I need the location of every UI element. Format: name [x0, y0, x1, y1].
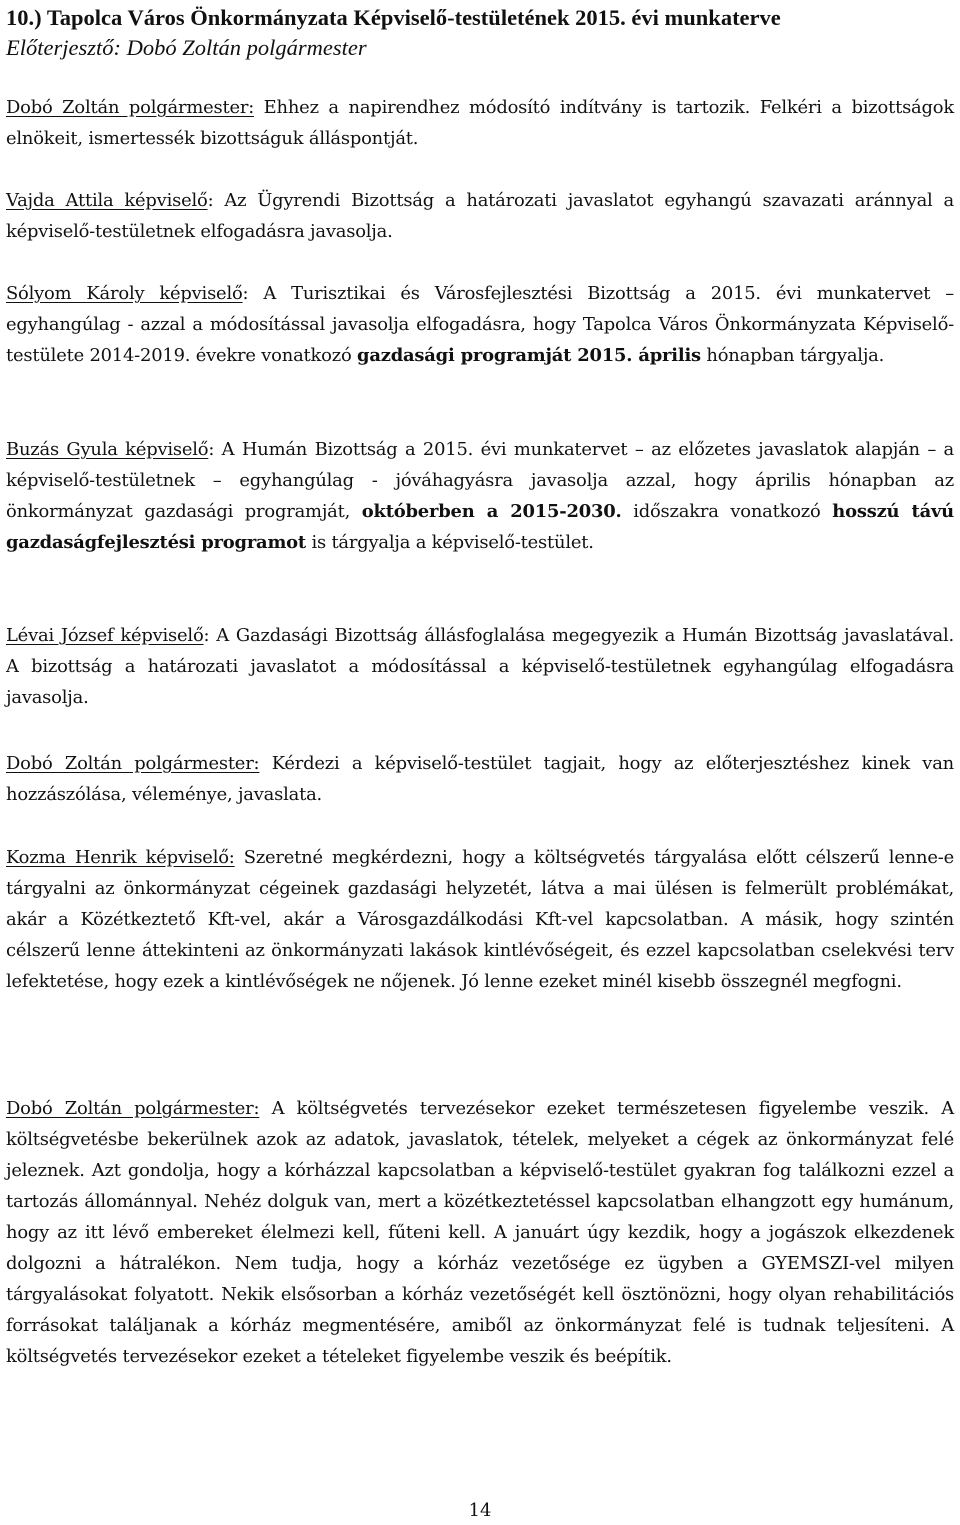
- paragraph-text: : A Turisztikai és Városfejlesztési Bizottság a 2015. évi munkatervet – egyhangúlag - azzal a módosítással javasolja elfogadásra, hogy Tapolca Város Önkormányzata Képviselő-testülete 2014-2019. évekre vonatkozó: [6, 283, 954, 366]
- paragraph-bold-text: gazdasági programját 2015. április: [357, 345, 701, 366]
- paragraph-bold-text: októberben a 2015-2030.: [361, 501, 622, 522]
- paragraph-text: A költségvetés tervezésekor ezeket természetesen figyelembe veszik. A költségvetésbe bekerülnek azok az adatok, javaslatok, tételek, melyeket a cégek az önkormányzat felé jeleznek. Azt gondolja, hogy a kórházzal kapcsolatban a képviselő-testület gyakran fog találkozni ezzel a tartozás állománnyal. Nehéz dolguk van, mert a közétkeztetéssel kapcsolatban elhangzott egy humánum, hogy az itt lévő embereket élelmezi kell, fűteni kell. A januárt úgy kezdik, hogy a jogászok elkezdenek dolgozni a hátralékon. Nem tudja, hogy a kórház vezetősége ez ügyben a GYEMSZI-vel milyen tárgyalásokat folyatott. Nekik elsősorban a kórház vezetőségét kell ösztönözni, hogy olyan rehabilitációs forrásokat találjanak a kórház megmentésére, amiből az önkormányzat felé is tudnak teljesíteni. A költségvetés tervezésekor ezeket a tételeket figyelembe veszik és beépítik.: [6, 1098, 954, 1367]
- speaker-label: Kozma Henrik képviselő:: [6, 847, 235, 868]
- paragraph-levai: [6, 620, 954, 713]
- paragraph-solyom: [6, 278, 954, 371]
- paragraph-text: Szeretné megkérdezni, hogy a költségvetés tárgyalása előtt célszerű lenne-e tárgyalni az önkormányzat cégeinek gazdasági helyzetét, látva a mai ülésen is felmerült problémákat, akár a Közétkeztető Kft-vel, akár a Városgazdálkodási Kft-vel kapcsolatban. A másik, hogy szintén célszerű lenne áttekinteni az önkormányzati lakások kintlévőségeit, és ezzel kapcsolatban cselekvési terv lefektetése, hogy ezek a kintlévőségek ne nőjenek. Jó lenne ezeket minél kisebb összegnél megfogni.: [6, 847, 954, 992]
- paragraph-text: Kérdezi a képviselő-testület tagjait, hogy az előterjesztéshez kinek van hozzászólása, véleménye, javaslata.: [6, 753, 954, 805]
- paragraph-text: hónapban tárgyalja.: [700, 345, 885, 366]
- speaker-label: Buzás Gyula képviselő: [6, 439, 209, 460]
- paragraph-text: is tárgyalja a képviselő-testület.: [305, 532, 594, 553]
- paragraph-kozma: [6, 842, 954, 997]
- paragraph-dobo-2: [6, 748, 954, 810]
- paragraph-vajda: [6, 185, 954, 247]
- speaker-label: Lévai József képviselő: [6, 625, 204, 646]
- speaker-label: Sólyom Károly képviselő: [6, 283, 243, 304]
- paragraph-text: : A Humán Bizottság a 2015. évi munkatervet – az előzetes javaslatok alapján – a képviselő-testületnek – egyhangúlag - jóváhagyásra javasolja azzal, hogy április hónapban az önkormányzat gazdasági programját,: [6, 439, 954, 522]
- agenda-presenter: Előterjesztő: Dobó Zoltán polgármester: [6, 35, 367, 60]
- paragraph-text: : Az Ügyrendi Bizottság a határozati javaslatot egyhangú szavazati aránnyal a képviselő-testületnek elfogadásra javasolja.: [6, 190, 954, 242]
- paragraph-text: : A Gazdasági Bizottság állásfoglalása megegyezik a Humán Bizottság javaslatával. A bizottság a határozati javaslatot a módosítással a képviselő-testületnek egyhangúlag elfogadásra javasolja.: [6, 625, 955, 708]
- speaker-label: Dobó Zoltán polgármester:: [6, 1098, 260, 1119]
- paragraph-dobo-1: [6, 92, 954, 154]
- page-number: 14: [468, 1500, 492, 1521]
- paragraph-text: időszakra vonatkozó: [621, 501, 833, 522]
- paragraph-bold-text: hosszú távú gazdaságfejlesztési programot: [6, 501, 954, 553]
- paragraph-buzas: [6, 434, 954, 558]
- paragraph-text: Ehhez a napirendhez módosító indítvány is tartozik. Felkéri a bizottságok elnökeit, ismertessék bizottságuk álláspontját.: [6, 97, 954, 149]
- speaker-label: Dobó Zoltán polgármester:: [6, 97, 255, 118]
- agenda-title: 10.) Tapolca Város Önkormányzata Képviselő-testületének 2015. évi munkaterve: [6, 5, 781, 30]
- paragraph-dobo-3: [6, 1093, 954, 1372]
- speaker-label: Vajda Attila képviselő: [6, 190, 208, 211]
- speaker-label: Dobó Zoltán polgármester:: [6, 753, 260, 774]
